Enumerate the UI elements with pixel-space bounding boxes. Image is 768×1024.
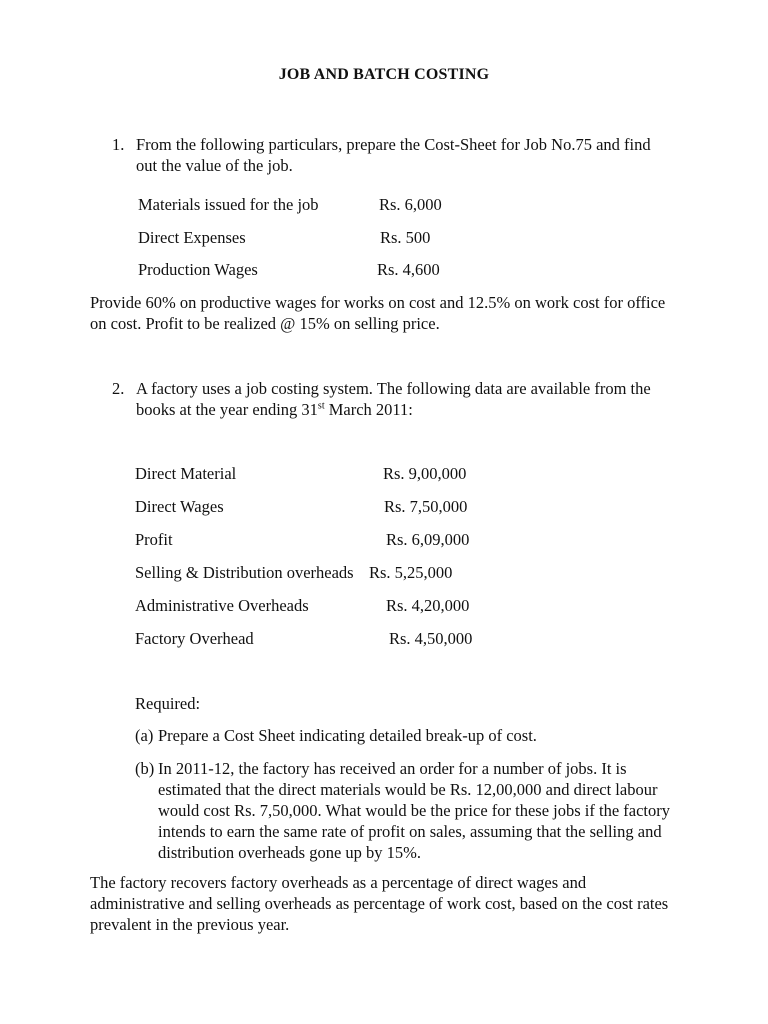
question-2 (112, 378, 672, 420)
item-value: Rs. 5,25,000 (369, 563, 453, 582)
item-label: Direct Material (135, 464, 237, 483)
item-value: Rs. 4,20,000 (386, 596, 470, 615)
question-1 (112, 134, 672, 176)
sub-question-b (135, 758, 680, 863)
q2-note: The factory recovers factory overheads as a percentage of direct wages and administrative and selling overheads as percentage of work cost, based on the cost rates prevalent in the previous year. (90, 873, 669, 934)
item-label: Factory Overhead (135, 629, 254, 648)
item-value: Rs. 4,600 (377, 260, 440, 279)
sub-question-a (135, 725, 680, 746)
document-title: JOB AND BATCH COSTING (278, 66, 490, 83)
item-label: Administrative Overheads (135, 596, 309, 615)
item-label: Selling & Distribution overheads (135, 563, 354, 582)
sub-question-tag: (b) (135, 759, 155, 778)
item-label: Production Wages (138, 260, 258, 279)
question-text: A factory uses a job costing system. The following data are available from the books at the year ending 31st March 2011: (136, 379, 651, 419)
sub-question-text: In 2011-12, the factory has received an order for a number of jobs. It is estimated that the direct materials would be Rs. 12,00,000 and direct labour would cost Rs. 7,50,000. What would be the price for these jobs if the factory intends to earn the same rate of profit on sales, assuming that the selling and distribution overheads gone up by 15%. (158, 759, 670, 862)
item-value: Rs. 9,00,000 (383, 464, 467, 483)
item-label: Direct Wages (135, 497, 224, 516)
sub-question-tag: (a) (135, 726, 154, 745)
item-value: Rs. 7,50,000 (384, 497, 468, 516)
item-value: Rs. 6,09,000 (386, 530, 470, 549)
question-number: 2. (112, 379, 125, 398)
item-label: Direct Expenses (138, 228, 246, 247)
q1-note: Provide 60% on productive wages for works on cost and 12.5% on work cost for office on cost. Profit to be realized @ 15% on selling price. (90, 293, 666, 333)
required-heading: Required: (135, 694, 201, 713)
question-number: 1. (112, 135, 125, 154)
item-value: Rs. 500 (380, 228, 431, 247)
ordinal-suffix: st (317, 400, 325, 412)
sub-question-text: Prepare a Cost Sheet indicating detailed break-up of cost. (158, 726, 537, 745)
item-label: Materials issued for the job (138, 195, 319, 214)
question-text: From the following particulars, prepare the Cost-Sheet for Job No.75 and find out the value of the job. (136, 135, 651, 175)
item-value: Rs. 4,50,000 (389, 629, 473, 648)
item-label: Profit (135, 530, 173, 549)
item-value: Rs. 6,000 (379, 195, 442, 214)
